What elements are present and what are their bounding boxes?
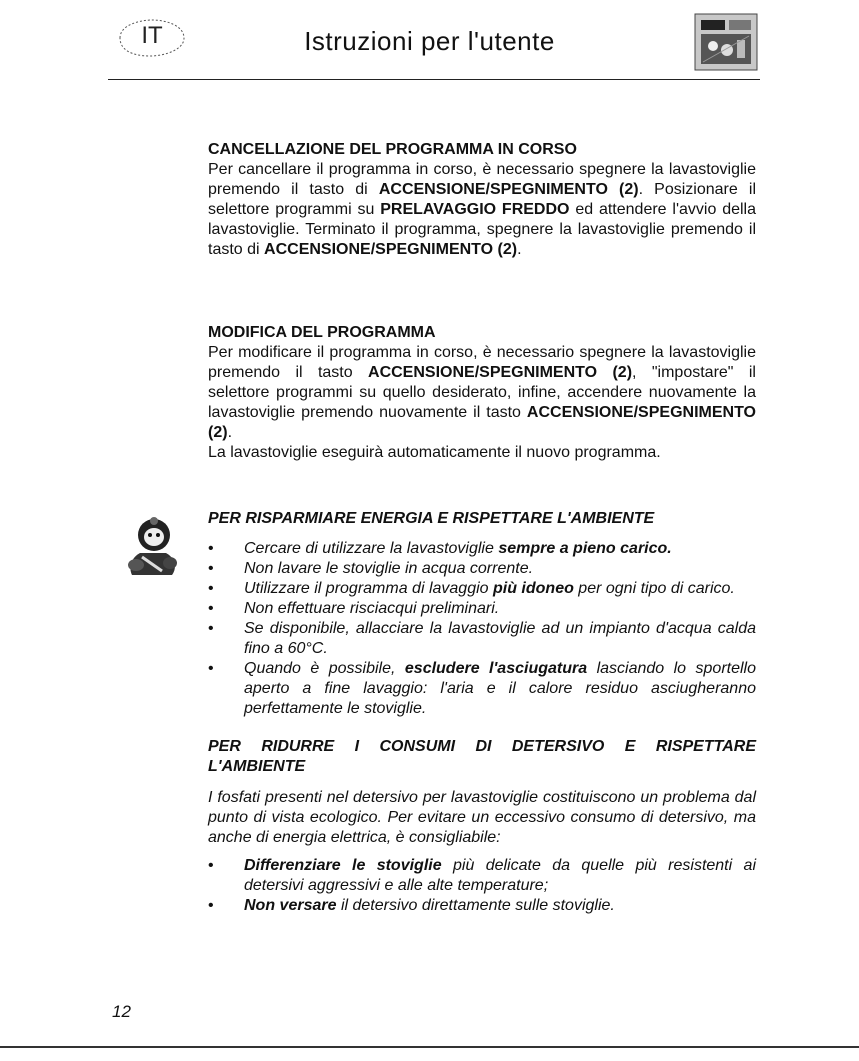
emphasis: Differenziare le stoviglie: [244, 857, 442, 874]
key-name: ACCENSIONE/SPEGNIMENTO (2): [368, 364, 633, 381]
cancel-paragraph: [208, 160, 756, 260]
list-item: [208, 599, 756, 619]
text-run: .: [227, 424, 233, 441]
emphasis: sempre a pieno carico.: [498, 540, 672, 557]
bullet-dot: •: [208, 660, 214, 677]
text-run: Non lavare le stoviglie in acqua corrente.: [244, 560, 534, 577]
bullet-dot: •: [208, 540, 214, 557]
bullet-dot: •: [208, 857, 214, 874]
mascot-icon: [122, 513, 184, 579]
modify-note: La lavastoviglie eseguirà automaticamente il nuovo programma.: [208, 444, 661, 461]
emphasis: escludere l'asciugatura: [404, 660, 588, 677]
page-number: 12: [112, 1002, 131, 1021]
key-name: ACCENSIONE/SPEGNIMENTO (2): [378, 181, 639, 198]
text-run: Non effettuare risciacqui preliminari.: [244, 600, 500, 617]
text-run: ed attendere l'avvio della lavastoviglie. Terminato il programma, spegnere la lavastoviglie premendo il tasto di: [208, 201, 756, 258]
bullet-dot: •: [208, 620, 214, 637]
bullet-dot: •: [208, 897, 214, 914]
text-run: per ogni tipo di carico.: [573, 580, 735, 597]
emphasis: Non versare: [244, 897, 337, 914]
text-run: più delicate da quelle più resistenti ai detersivi aggressivi e alle alte temperature;: [244, 857, 756, 894]
text-run: .: [517, 241, 522, 258]
dishwasher-icon: [693, 12, 759, 72]
list-item: [208, 896, 756, 916]
modify-paragraph: [208, 343, 756, 443]
detergent-tips-list: [208, 856, 756, 916]
header-divider: [108, 79, 760, 80]
bullet-dot: •: [208, 600, 214, 617]
section-title-cancel: CANCELLAZIONE DEL PROGRAMMA IN CORSO: [208, 141, 577, 158]
text-run: Quando è possibile,: [244, 660, 405, 677]
key-name: ACCENSIONE/SPEGNIMENTO (2): [264, 241, 518, 258]
bullet-dot: •: [208, 560, 214, 577]
text-run: Cercare di utilizzare la lavastoviglie: [244, 540, 499, 557]
detergent-paragraph: I fosfati presenti nel detersivo per lavastoviglie costituiscono un problema dal punto di vista ecologico. Per evitare un eccessivo consumo di detersivo, ma anche di energia elettrica, è consigliabile:: [208, 789, 756, 846]
emphasis: più idoneo: [492, 580, 574, 597]
section-title-detergent-line2: L'AMBIENTE: [208, 758, 306, 775]
list-item: [208, 619, 756, 659]
text-run: lasciando lo sportello aperto a fine lavaggio: l'aria e il calore residuo asciugheranno perfettamente le stoviglie.: [244, 660, 757, 717]
list-item: [208, 559, 756, 579]
key-name: ACCENSIONE/SPEGNIMENTO (2): [208, 404, 756, 441]
energy-tips-list: [208, 539, 756, 719]
text-run: , "impostare" il selettore programmi su quello desiderato, infine, accendere nuovamente la lavastoviglie premendo nuovamente il tasto: [208, 364, 756, 421]
list-item: [208, 579, 756, 599]
text-run: Per modificare il programma in corso, è necessario spegnere la lavastoviglie premendo il tasto: [208, 344, 756, 381]
footer-divider: [0, 1046, 859, 1048]
text-run: il detersivo direttamente sulle stoviglie.: [336, 897, 615, 914]
text-run: Utilizzare il programma di lavaggio: [244, 580, 493, 597]
program-name: PRELAVAGGIO FREDDO: [380, 201, 570, 218]
text-run: . Posizionare il selettore programmi su: [208, 181, 757, 218]
language-code: IT: [141, 22, 163, 49]
text-run: Se disponibile, allacciare la lavastoviglie ad un impianto d'acqua calda fino a 60°C.: [244, 620, 756, 657]
bullet-dot: •: [208, 580, 214, 597]
content-body: [208, 140, 756, 916]
list-item: [208, 539, 756, 559]
page-title: Istruzioni per l'utente: [304, 26, 555, 56]
list-item: [208, 659, 756, 719]
section-title-detergent: PER RIDURRE I CONSUMI DI DETERSIVO E RISPETTARE: [208, 738, 756, 755]
section-title-energy: PER RISPARMIARE ENERGIA E RISPETTARE L'AMBIENTE: [208, 510, 655, 527]
list-item: [208, 856, 756, 896]
text-run: Per cancellare il programma in corso, è necessario spegnere la lavastoviglie premendo il tasto di: [208, 161, 756, 198]
section-title-modify: MODIFICA DEL PROGRAMMA: [208, 324, 436, 341]
